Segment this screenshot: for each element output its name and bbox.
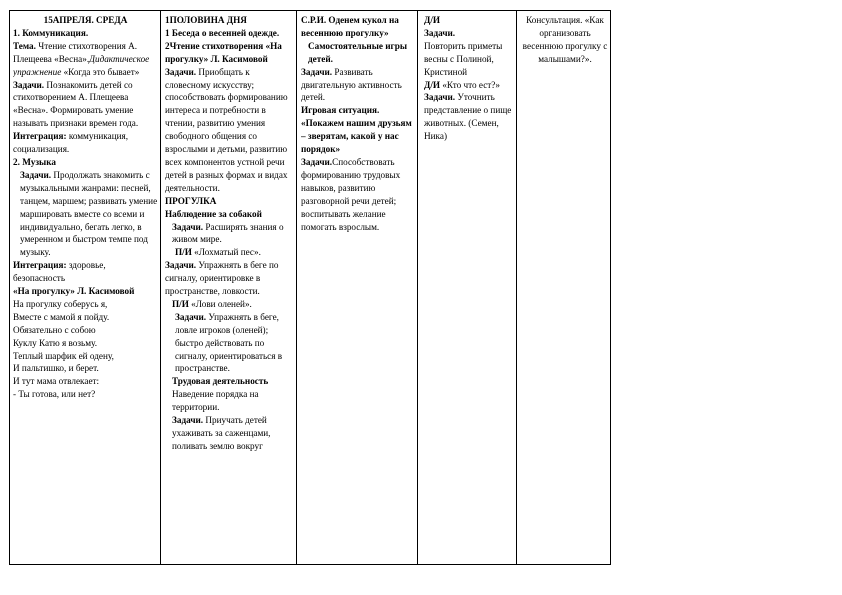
game2-tasks-label: Задачи. — [175, 311, 207, 322]
didactic-game2-block — [424, 79, 516, 92]
observation-tasks-block — [165, 221, 295, 247]
labor-tasks-block — [165, 414, 295, 453]
integration-text: коммуникация, социализация. — [13, 131, 129, 155]
observation-tasks-label: Задачи. — [172, 221, 204, 232]
game2-block — [165, 298, 295, 311]
game-situation-title: Игровая ситуация. «Покажем нашим друзьям – зверятам, какой у нас порядок» — [301, 105, 412, 155]
poem-line: На прогулку соберусь я, — [13, 298, 108, 309]
music-tasks-label: Задачи. — [20, 169, 52, 180]
reading-tasks-block — [165, 66, 295, 195]
first-half-header: 1ПОЛОВИНА ДНЯ — [165, 15, 247, 25]
game1-block — [165, 246, 295, 259]
poem-line: И пальтишко, и берет. — [13, 363, 99, 374]
music-integration-text: здоровье, безопасность — [13, 260, 106, 284]
reading-item: 2Чтение стихотворения «На прогулку» Л. Касимовой — [165, 40, 282, 64]
column-games — [301, 14, 415, 233]
column-divider — [516, 11, 517, 564]
situation-tasks-label: Задачи. — [301, 156, 333, 167]
column-individual — [424, 14, 516, 143]
game1-tasks-block — [165, 259, 295, 298]
integration-block — [13, 130, 158, 156]
game2-tasks-text: Упражнять в беге, ловле игроков (оленей); быстро действовать по сигналу, ориентироваться в пространстве. — [175, 311, 283, 374]
reading-tasks-text: Приобщать к словесному искусству; способствовать формированию интереса и потребности в чтении, развитию умения свободного общения со взрослыми и детьми, развитию всех компонентов устной речи детей в разных формах и видах деятельности. — [165, 66, 288, 193]
individual-tasks-label: Задачи. — [424, 27, 456, 38]
situation-tasks-text: Способствовать формированию трудовых навыков, развитию разговорной речи детей; воспитывать желание помогать взрослым. — [301, 156, 401, 232]
didactic-game-label: Д/И — [424, 15, 441, 25]
tasks-block — [13, 79, 158, 131]
integration-label: Интеграция: — [13, 131, 67, 142]
game2-label: П/И — [172, 298, 189, 309]
labor-text: Наведение порядка на территории. — [172, 389, 259, 413]
labor-tasks-label: Задачи. — [172, 415, 204, 426]
column-divider — [160, 11, 161, 564]
column-parents — [522, 14, 608, 66]
section-communication: 1. Коммуникация. — [13, 27, 89, 38]
game1-text: «Лохматый пес». — [191, 247, 261, 258]
didactic-game2-label: Д/И — [424, 79, 441, 90]
music-tasks-block — [13, 169, 158, 259]
column-divider — [296, 11, 297, 564]
games-tasks-block — [301, 66, 415, 105]
game2-text: «Лови оленей». — [188, 298, 252, 309]
labor-tasks-text: Приучать детей ухаживать за саженцами, поливать землю вокруг — [172, 415, 271, 451]
music-integration-label: Интеграция: — [13, 260, 67, 271]
poem-line: Теплый шарфик ей одену, — [13, 350, 114, 361]
individual-tasks-text: Повторить приметы весны с Полиной, Кристиной — [424, 40, 503, 77]
game1-tasks-label: Задачи. — [165, 260, 197, 271]
labor-block — [165, 375, 295, 414]
consultation-text: Консультация. «Как организовать весеннюю прогулку с малышами?». — [522, 15, 608, 64]
column-activities — [13, 14, 158, 401]
observation-tasks-text: Расширять знания о живом мире. — [172, 221, 284, 245]
independent-games: Самостоятельные игры детей. — [308, 40, 408, 64]
food-tasks-text: Уточнить представление о пище животных. (Семен, Ника) — [424, 92, 512, 142]
walk-title: ПРОГУЛКА — [165, 195, 217, 206]
tasks-text: Познакомить детей со стихотворением А. Плещеева «Весна». Формировать умение называть признаки времен года. — [13, 79, 139, 129]
poem-line: Обязательно с собою — [13, 324, 96, 335]
labor-label: Трудовая деятельность — [172, 376, 269, 387]
music-integration-block — [13, 259, 158, 285]
poem-line: Вместе с мамой я пойду. — [13, 311, 110, 322]
poem-line: - Ты готова, или нет? — [13, 389, 96, 400]
tema-text: Чтение стихотворения А. Плещеева «Весна». — [13, 40, 138, 64]
game2-tasks-block — [165, 311, 295, 376]
poem-lines — [13, 298, 158, 401]
food-tasks-block — [424, 91, 516, 143]
game1-label: П/И — [175, 247, 192, 258]
tasks-label: Задачи. — [13, 79, 45, 90]
column-divider — [417, 11, 418, 564]
plan-table — [9, 10, 611, 565]
food-tasks-label: Задачи. — [424, 92, 456, 103]
games-tasks-text: Развивать двигательную активность детей. — [301, 66, 402, 103]
poem-line: И тут мама отвлекает: — [13, 376, 100, 387]
observation-title: Наблюдение за собакой — [165, 208, 262, 219]
situation-tasks-block — [301, 156, 415, 233]
conversation-item: 1 Беседа о весенней одежде. — [165, 27, 280, 38]
tema-block — [13, 40, 158, 79]
reading-tasks-label: Задачи. — [165, 66, 197, 77]
date-header: 15АПРЕЛЯ. СРЕДА — [43, 15, 128, 25]
didactic-game2-text: «Кто что ест?» — [440, 79, 500, 90]
role-play-title: С.Р.И. Оденем кукол на весеннюю прогулку» — [301, 15, 399, 38]
games-tasks-label: Задачи. — [301, 66, 333, 77]
tema-label: Тема. — [13, 40, 36, 51]
game1-tasks-text: Упражнять в беге по сигналу, ориентировке в пространстве, ловкости. — [165, 260, 279, 297]
didactic-label: Дидактическое упражнение — [13, 53, 150, 77]
music-tasks-text: Продолжать знакомить с музыкальными жанрами: песней, танцем, маршем; развивать умение маршировать вместе со всеми и индивидуально, бегать легко, в умеренном и быстром темпе под музыку. — [20, 169, 158, 258]
section-music: 2. Музыка — [13, 156, 56, 167]
poem-title: «На прогулку» Л. Касимовой — [13, 286, 135, 297]
column-first-half — [165, 14, 295, 453]
poem-line: Куклу Катю я возьму. — [13, 337, 97, 348]
didactic-text: «Когда это бывает» — [61, 66, 140, 77]
